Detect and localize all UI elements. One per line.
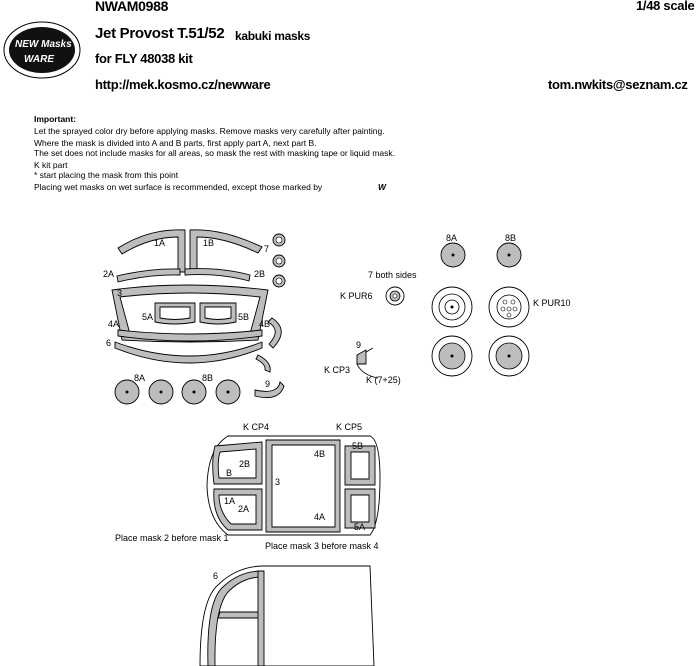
svg-text:9: 9	[356, 340, 362, 350]
svg-text:8B: 8B	[505, 233, 517, 243]
svg-text:5B: 5B	[352, 441, 364, 451]
mask-9a	[256, 355, 270, 372]
svg-text:8B: 8B	[202, 373, 214, 383]
kit-part-pur6	[386, 287, 404, 305]
svg-text:K PUR10: K PUR10	[533, 298, 571, 308]
bottom-mask-6	[208, 571, 262, 666]
mask-1b	[190, 230, 262, 272]
svg-text:6: 6	[106, 338, 112, 348]
svg-text:1A: 1A	[154, 238, 166, 248]
svg-text:K (7+25): K (7+25)	[366, 375, 401, 385]
scale-label: 1/48 scale	[636, 0, 695, 13]
svg-text:B: B	[226, 468, 233, 478]
instruction-line: Placing wet masks on wet surface is recommended, except those marked by	[34, 182, 323, 192]
website-link[interactable]: http://mek.kosmo.cz/newware	[95, 77, 271, 92]
mask-6	[115, 342, 262, 363]
svg-text:4A: 4A	[314, 512, 326, 522]
svg-text:WARE: WARE	[24, 54, 54, 65]
svg-text:4A: 4A	[108, 319, 120, 329]
kit-part-pur10	[489, 287, 529, 327]
svg-text:7: 7	[264, 244, 270, 254]
svg-text:2B: 2B	[254, 269, 266, 279]
svg-text:K CP5: K CP5	[336, 422, 363, 432]
product-title: Jet Provost T.51/52	[95, 25, 225, 42]
svg-text:K CP4: K CP4	[243, 422, 270, 432]
svg-text:2B: 2B	[239, 459, 251, 469]
svg-text:1B: 1B	[203, 238, 215, 248]
canopy-mask-5b	[345, 446, 375, 485]
svg-text:6: 6	[213, 571, 219, 581]
mask-5a	[155, 303, 195, 324]
svg-text:2A: 2A	[103, 269, 115, 279]
instruction-line: The set does not include masks for all areas, so mask the rest with masking tape or liquid mask.	[34, 148, 395, 158]
product-subtitle: kabuki masks	[235, 29, 311, 43]
wet-mask-marker: W	[378, 182, 387, 192]
svg-text:4B: 4B	[259, 319, 271, 329]
mask-5b	[200, 303, 236, 324]
mask-1a	[118, 230, 185, 272]
svg-text:5A: 5A	[142, 312, 154, 322]
instruction-line: * start placing the mask from this point	[34, 170, 179, 180]
email-link[interactable]: tom.nwkits@seznam.cz	[548, 77, 688, 92]
svg-text:K PUR6: K PUR6	[340, 291, 373, 301]
product-code: NWAM0988	[95, 0, 169, 14]
mask-7-rings	[273, 234, 285, 287]
svg-text:3: 3	[275, 477, 281, 487]
svg-text:Place mask 3 before mask 4: Place mask 3 before mask 4	[265, 541, 379, 551]
svg-text:3: 3	[117, 288, 123, 298]
mask-8-discs	[115, 380, 240, 404]
svg-text:Place mask 2 before mask 1: Place mask 2 before mask 1	[115, 533, 229, 543]
svg-text:1A: 1A	[224, 496, 236, 506]
svg-text:8A: 8A	[446, 233, 458, 243]
svg-text:NEW Masks: NEW Masks	[15, 39, 72, 50]
svg-text:7 both sides: 7 both sides	[368, 270, 417, 280]
kit-label: for FLY 48038 kit	[95, 51, 193, 66]
canopy-mask-2	[213, 442, 262, 484]
svg-text:5A: 5A	[354, 522, 366, 532]
svg-text:4B: 4B	[314, 449, 326, 459]
instruction-line: Where the mask is divided into A and B parts, first apply part A, next part B.	[34, 138, 317, 148]
mask-2a	[117, 269, 180, 282]
kit-part-ring-left	[432, 287, 472, 327]
svg-text:K CP3: K CP3	[324, 365, 351, 375]
instructions-heading: Important:	[34, 114, 77, 124]
instruction-line: Let the sprayed color dry before applying masks. Remove masks very carefully after painting.	[34, 126, 385, 136]
svg-text:8A: 8A	[134, 373, 146, 383]
svg-text:9: 9	[265, 379, 271, 389]
svg-text:5B: 5B	[238, 312, 250, 322]
mask-2b	[185, 269, 250, 281]
svg-text:2A: 2A	[238, 504, 250, 514]
instruction-line: K kit part	[34, 160, 68, 170]
